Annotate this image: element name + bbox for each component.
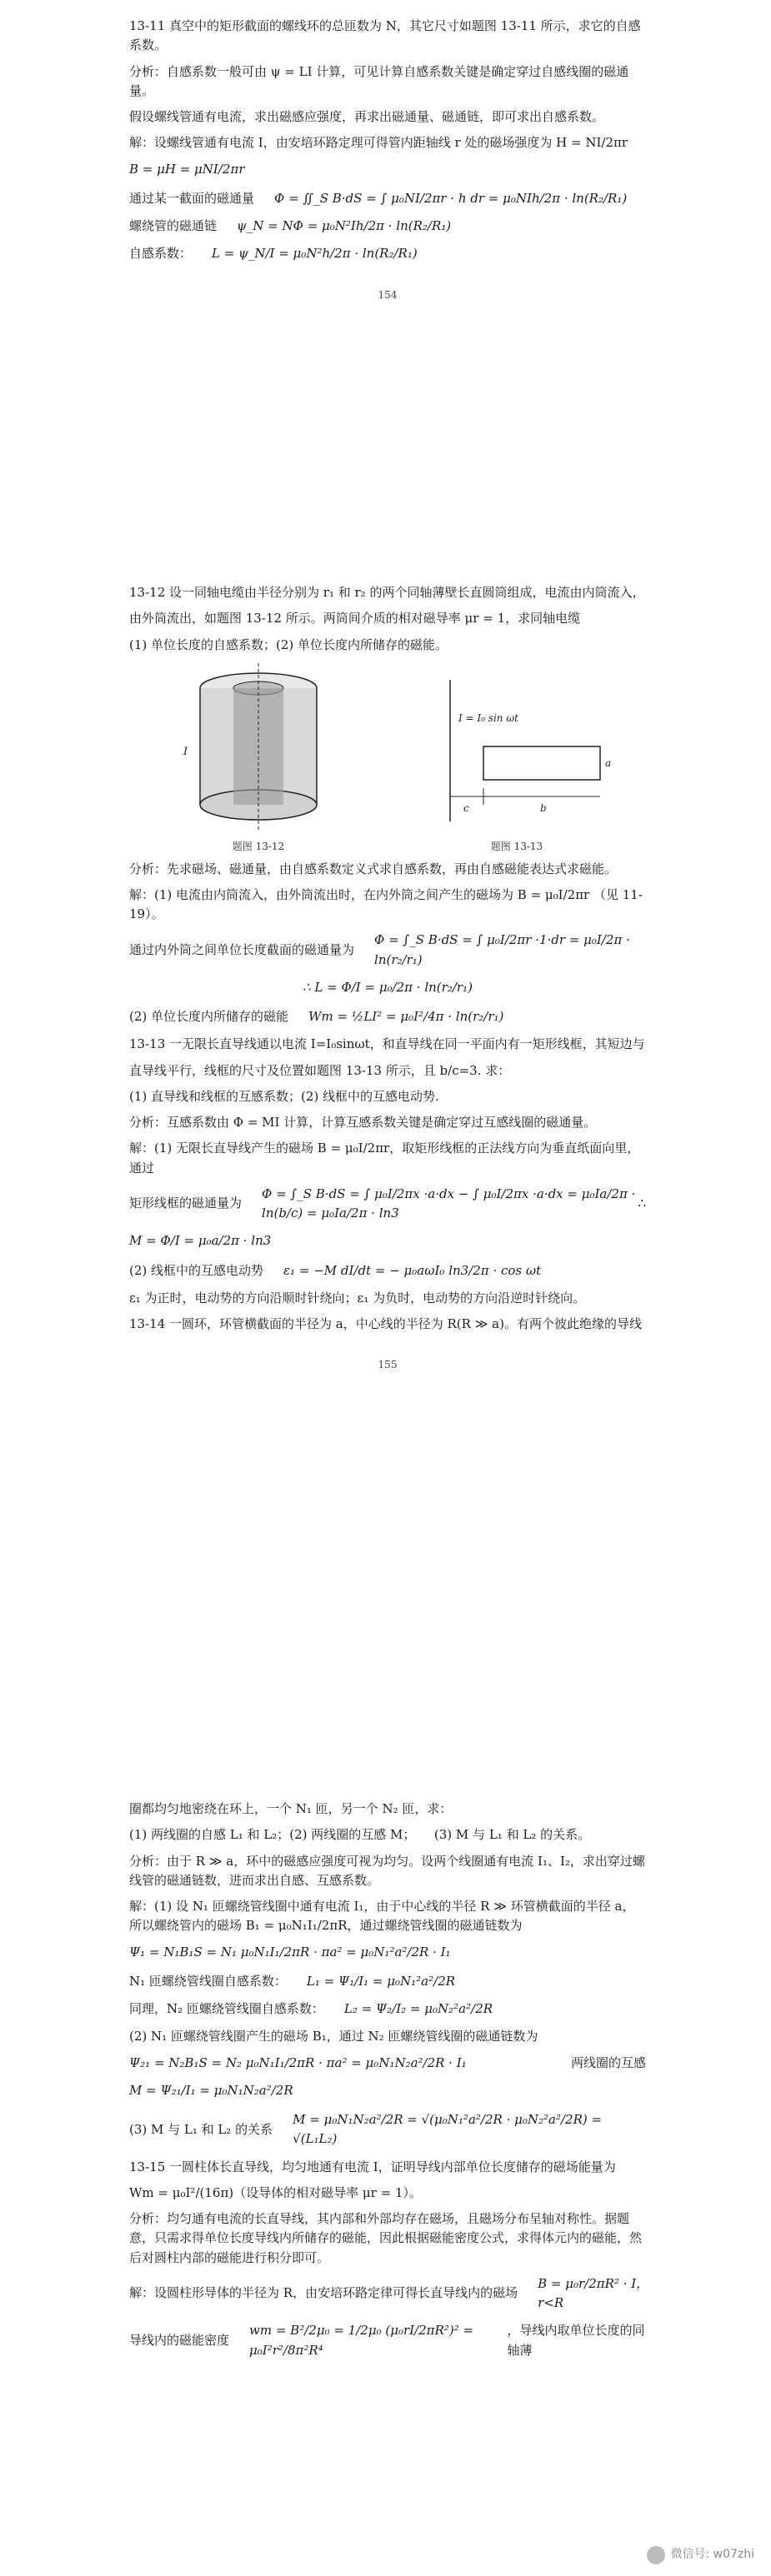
problem-13-12-line3: (1) 单位长度的自感系数；(2) 单位长度内所储存的磁能。 — [129, 637, 448, 652]
solution-13-11: 解：设螺线管通有电流 I，由安培环路定理可得管内距轴线 r 处的磁场强度为 H = NI/2πr — [129, 135, 628, 151]
problem-13-12-line2: 由外筒流出，如题图 13-12 所示。两筒间介质的相对磁导率 μr = 1，求同轴电缆 — [129, 611, 581, 627]
problem-13-11: 13-11 真空中的矩形截面的螺线环的总匝数为 N，其它尺寸如题图 13-11 所示，求它的自感系数。 — [129, 18, 641, 53]
emf-label: (2) 线框中的互感电动势 — [129, 1262, 264, 1278]
emf-note: ε₁ 为正时，电动势的方向沿顺时针绕向；ε₁ 为负时，电动势的方向沿逆时针绕向。 — [129, 1290, 586, 1305]
emf-equation: ε₁ = −M dI/dt = − μ₀aωI₀ ln3/2π · cos ωt — [283, 1262, 542, 1278]
assumption-13-11: 假设螺线管通有电流，求出磁感应强度，再求出磁通量、磁通链，即可求出自感系数。 — [129, 109, 605, 124]
figure-13-12 — [142, 663, 375, 855]
relation-equation: M = μ₀N₁N₂a²/2R = √(μ₀N₁²a²/2R · μ₀N₂²a²/2R) = √(L₁L₂) — [293, 2112, 603, 2147]
svg-text:b: b — [540, 801, 547, 814]
wm-equation: Wm = ½LI² = μ₀I²/4π · ln(r₂/r₁) — [308, 1009, 504, 1025]
therefore-symbol: ∴ — [638, 1196, 646, 1211]
psi21-row — [129, 2054, 646, 2073]
wm-row — [129, 1007, 646, 1026]
coaxial-cable-illustration — [167, 663, 350, 830]
L2-label: 同理，N₂ 匝螺绕管线圈自感系数： — [129, 2001, 324, 2016]
flux-equation: Φ = ∬_S B·dS = ∫ μ₀NI/2πr · h dr = μ₀NIh/2π · ln(R₂/R₁) — [274, 190, 628, 206]
L1-equation: L₁ = Ψ₁/I₁ = μ₀N₁²a²/2R — [306, 1973, 456, 1989]
mutual14-equation: M = Ψ₂₁/I₁ = μ₀N₁N₂a²/2R — [129, 2082, 293, 2098]
flux12-equation: Φ = ∫_S B·dS = ∫ μ₀I/2πr ·1·dr = μ₀I/2π · ln(r₂/r₁) — [374, 932, 630, 967]
wm15-row — [129, 2321, 646, 2360]
emf-row — [129, 1261, 646, 1281]
page-number-154: 154 — [378, 288, 398, 301]
relation-label: (3) M 与 L₁ 和 L₂ 的关系 — [129, 2121, 273, 2137]
svg-text:a: a — [605, 756, 612, 769]
figure-13-12-caption: 题图 13-12 — [232, 841, 285, 852]
wm15-equation: wm = B²/2μ₀ = 1/2μ₀ (μ₀rI/2πR²)² = μ₀I²r²/8π²R⁴ — [249, 2323, 474, 2358]
psi21-equation: Ψ₂₁ = N₂B₁S = N₂ μ₀N₁I₁/2πR · πa² = μ₀N₁N₂a²/2R · I₁ — [129, 2054, 467, 2070]
figure-13-13-caption: 题图 13-13 — [490, 841, 543, 852]
link-row — [129, 217, 646, 236]
solution-13-15-row — [129, 2274, 655, 2314]
problem-13-13-line2: 直导线平行，线框的尺寸及位置如题图 13-13 所示，且 b/c=3. 求： — [129, 1062, 511, 1078]
mutual-label: 两线圈的互感 — [570, 2054, 646, 2070]
analysis-13-15: 分析：均匀通有电流的长直导线，其内部和外部均存在磁场，且磁场分布呈轴对称性。据题意，只需求得单位长度导线内所储存的磁能，因此根据磁能密度公式，求得体元内的磁能，然后对圆柱内部的磁能进行积分即可。 — [129, 2211, 643, 2265]
problem-13-13-line3: (1) 直导线和线框的互感系数；(2) 线框中的互感电动势. — [129, 1088, 439, 1104]
analysis-13-13: 分析：互感系数由 Φ = MI 计算，计算互感系数关键是确定穿过互感线圈的磁通量。 — [129, 1115, 597, 1131]
problem-13-13-line1: 13-13 一无限长直导线通以电流 I=I₀sinωt，和直导线在同一平面内有一矩形线框，其短边与 — [129, 1036, 645, 1052]
wechat-watermark — [647, 2546, 754, 2564]
watermark-text: 微信号: w07zhi — [670, 2548, 754, 2562]
wechat-icon — [647, 2546, 665, 2564]
b15-equation: B = μ₀r/2πR² · I， r<R — [538, 2275, 655, 2310]
link-label: 螺绕管的磁通链 — [129, 218, 218, 233]
page-154 — [0, 17, 771, 302]
figures-row — [129, 663, 646, 855]
inductance12-equation: ∴ L = Φ/I = μ₀/2π · ln(r₂/r₁) — [303, 979, 473, 995]
analysis-13-11: 分析：自感系数一般可由 ψ = LI 计算，可见计算自感系数关键是确定穿过自感线圈的磁通量。 — [129, 63, 629, 98]
L2-row — [129, 1999, 646, 2019]
analysis-13-14: 分析：由于 R ≫ a，环中的磁感应强度可视为均匀。设两个线圈通有电流 I₁、I₂，求出穿过螺线管的磁通链数，进而求出自感、互感系数。 — [129, 1853, 645, 1888]
b-field-equation: B = μH = μNI/2πr — [129, 161, 245, 177]
flux13-equation: Φ = ∫_S B·dS = ∫ μ₀I/2πx ·a·dx − ∫ μ₀I/2πx ·a·dx = μ₀Ia/2π · ln(b/c) = μ₀Ia/2π · ln3 — [262, 1186, 636, 1221]
relation-row — [129, 2110, 646, 2149]
solution-13-14-part2: (2) N₁ 匝螺绕管线圈产生的磁场 B₁，通过 N₂ 匝螺绕管线圈的磁通链数为 — [129, 2029, 538, 2044]
L1-row — [129, 1972, 646, 1991]
solution-13-15: 解：设圆柱形导体的半径为 R，由安培环路定律可得长直导线内的磁场 — [129, 2285, 518, 2301]
flux13-label: 矩形线框的磁通量为 — [129, 1196, 243, 1211]
link-equation: ψ_N = NΦ = μ₀N²Ih/2π · ln(R₂/R₁) — [237, 218, 452, 233]
flux13-row — [129, 1185, 646, 1224]
flux12-row — [129, 931, 646, 970]
figure-13-13-current-label: I = I₀ sin ωt — [458, 711, 518, 724]
problem-13-14-line3: (1) 两线圈的自感 L₁ 和 L₂；(2) 两线圈的互感 M； (3) M 与 L₁ 和 L₂ 的关系。 — [129, 1827, 591, 1843]
L2-equation: L₂ = Ψ₂/I₂ = μ₀N₂²a²/2R — [343, 2001, 493, 2016]
analysis-13-12: 分析：先求磁场、磁通量，由自感系数定义式求自感系数，再由自感磁能表达式求磁能。 — [129, 861, 618, 876]
svg-text:c: c — [463, 801, 469, 814]
problem-13-12-line1: 13-12 设一同轴电缆由半径分别为 r₁ 和 r₂ 的两个同轴薄壁长直圆筒组成，电流由内筒流入， — [129, 585, 645, 600]
inductance-equation: L = ψ_N/I = μ₀N²h/2π · ln(R₂/R₁) — [212, 246, 418, 262]
wire-and-frame-illustration — [417, 663, 617, 830]
problem-13-15-line1: 13-15 一圆柱体长直导线，均匀地通有电流 I，证明导线内部单位长度储存的磁场能量为 — [129, 2159, 616, 2174]
mutual13-equation: M = Φ/I = μ₀a/2π · ln3 — [129, 1233, 272, 1249]
svg-text:I: I — [183, 745, 188, 758]
figure-13-13 — [400, 663, 633, 855]
wm-label: (2) 单位长度内所储存的磁能 — [129, 1009, 289, 1025]
inductance-label: 自感系数： — [129, 246, 193, 262]
page-156 — [0, 1800, 771, 2369]
flux12-label: 通过内外筒之间单位长度截面的磁通量为 — [129, 941, 355, 957]
page-155 — [0, 583, 771, 1373]
problem-13-14: 13-14 一圆环，环管横截面的半径为 a，中心线的半径为 R(R ≫ a)。有两个彼此绝缘的导线 — [129, 1316, 642, 1332]
L1-label: N₁ 匝螺绕管线圈自感系数： — [129, 1973, 287, 1989]
psi1-equation: Ψ₁ = N₁B₁S = N₁ μ₀N₁I₁/2πR · πa² = μ₀N₁²a²/2R · I₁ — [129, 1944, 451, 1959]
page-number-155: 155 — [378, 1359, 398, 1371]
problem-13-15-line2: Wm = μ₀I²/(16π)（设导体的相对磁导率 μr = 1）。 — [129, 2184, 422, 2200]
solution-13-13: 解：(1) 无限长直导线产生的磁场 B = μ₀I/2πr，取矩形线框的正法线方向为垂直纸面向里，通过 — [129, 1141, 640, 1176]
flux-row — [129, 189, 646, 208]
wm15-label: 导线内的磁能密度 — [129, 2332, 230, 2348]
inductance-row — [129, 244, 646, 263]
problem-13-14-line2: 圈都均匀地密绕在环上，一个 N₁ 匝，另一个 N₂ 匝，求： — [129, 1801, 453, 1816]
wm15-tail: ，导线内取单位长度的同轴薄 — [507, 2323, 645, 2358]
solution-13-14: 解：(1) 设 N₁ 匝螺绕管线圈中通有电流 I₁，由于中心线的半径 R ≫ 环管横截面的半径 a，所以螺绕管内的磁场 B₁ = μ₀N₁I₁/2πR，通过螺绕管线圈的磁通链数为 — [129, 1899, 635, 1934]
flux-label: 通过某一截面的磁通量 — [129, 190, 255, 206]
solution-13-12: 解：(1) 电流由内筒流入，由外筒流出时，在内外筒之间产生的磁场为 B = μ₀I/2πr （见 11-19）。 — [129, 886, 643, 922]
